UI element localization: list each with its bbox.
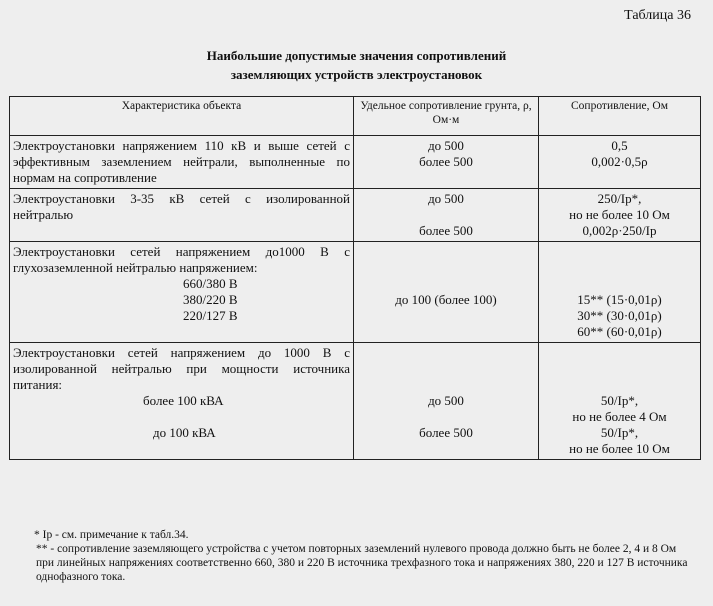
row-soil	[354, 136, 539, 189]
row-resistance	[539, 189, 701, 242]
header-soil: Удельное сопротивление грунта, ρ, Ом·м	[354, 97, 539, 136]
resistance-value: 15** (15·0,01ρ)	[577, 292, 662, 307]
soil-value: более 500	[419, 154, 473, 169]
soil-value: до 100 (более 100)	[395, 292, 497, 307]
row-description-text: Электроустановки сетей напряжением до1000 В с глухозаземленной нейтралью напряжением:	[13, 244, 350, 275]
voltage-item: 220/127 В	[183, 308, 238, 323]
row-resistance	[539, 136, 701, 189]
power-item: более 100 кВА	[143, 393, 224, 408]
soil-value: до 500	[428, 393, 464, 408]
row-soil	[354, 343, 539, 460]
row-resistance	[539, 343, 701, 460]
footnote-2: ** - сопротивление заземляющего устройства с учетом повторных заземлений нулевого провода должно быть не более 2, 4 и 8 Ом при линейных напряжениях соответственно 660, 380 и 220 В источника трехфазного тока и напряжениях 380, 220 и 127 В источника однофазного тока.	[36, 543, 688, 583]
power-item: до 100 кВА	[153, 425, 216, 440]
resistance-value: 60** (60·0,01ρ)	[577, 324, 662, 339]
row-description: Электроустановки 3-35 кВ сетей с изолированной нейтралью	[10, 189, 354, 242]
title-line-1: Наибольшие допустимые значения сопротивлений	[206, 48, 507, 63]
table-number: Таблица 36	[624, 8, 691, 23]
table-row	[10, 136, 701, 189]
row-description	[10, 242, 354, 343]
row-description-text: Электроустановки сетей напряжением до 1000 В с изолированной нейтралью при мощности источника питания:	[13, 345, 350, 392]
title-line-2: заземляющих устройств электроустановок	[230, 67, 483, 82]
voltage-item: 660/380 В	[183, 276, 238, 291]
resistance-value: 30** (30·0,01ρ)	[577, 308, 662, 323]
resistance-value: 0,002·0,5ρ	[591, 154, 648, 169]
table-title	[0, 46, 713, 84]
row-soil	[354, 242, 539, 343]
resistance-value: 250/Iр*,	[597, 191, 642, 206]
footnote-1: * Iр - см. примечание к табл.34.	[34, 529, 189, 541]
resistance-value: 0,5	[611, 138, 628, 153]
table-row	[10, 343, 701, 460]
row-resistance	[539, 242, 701, 343]
resistance-value: 0,002ρ·250/Iр	[582, 223, 657, 238]
resistance-value: но не более 4 Ом	[572, 409, 667, 424]
soil-value: более 500	[419, 425, 473, 440]
resistance-value: но не более 10 Ом	[569, 207, 670, 222]
row-description: Электроустановки напряжением 110 кВ и выше сетей с эффективным заземлением нейтрали, выполненные по нормам на сопротивление	[10, 136, 354, 189]
footnotes	[34, 528, 694, 584]
row-soil	[354, 189, 539, 242]
header-row	[10, 97, 701, 136]
resistance-value: 50/Iр*,	[600, 393, 639, 408]
resistance-table	[9, 96, 701, 460]
voltage-item: 380/220 В	[183, 292, 238, 307]
row-description	[10, 343, 354, 460]
soil-value: более 500	[419, 223, 473, 238]
resistance-value: 50/Iр*,	[600, 425, 639, 440]
soil-value: до 500	[428, 138, 464, 153]
header-object: Характеристика объекта	[10, 97, 354, 136]
header-resistance: Сопротивление, Ом	[539, 97, 701, 136]
resistance-value: но не более 10 Ом	[569, 441, 670, 456]
soil-value: до 500	[428, 191, 464, 206]
table-row	[10, 242, 701, 343]
table-row	[10, 189, 701, 242]
